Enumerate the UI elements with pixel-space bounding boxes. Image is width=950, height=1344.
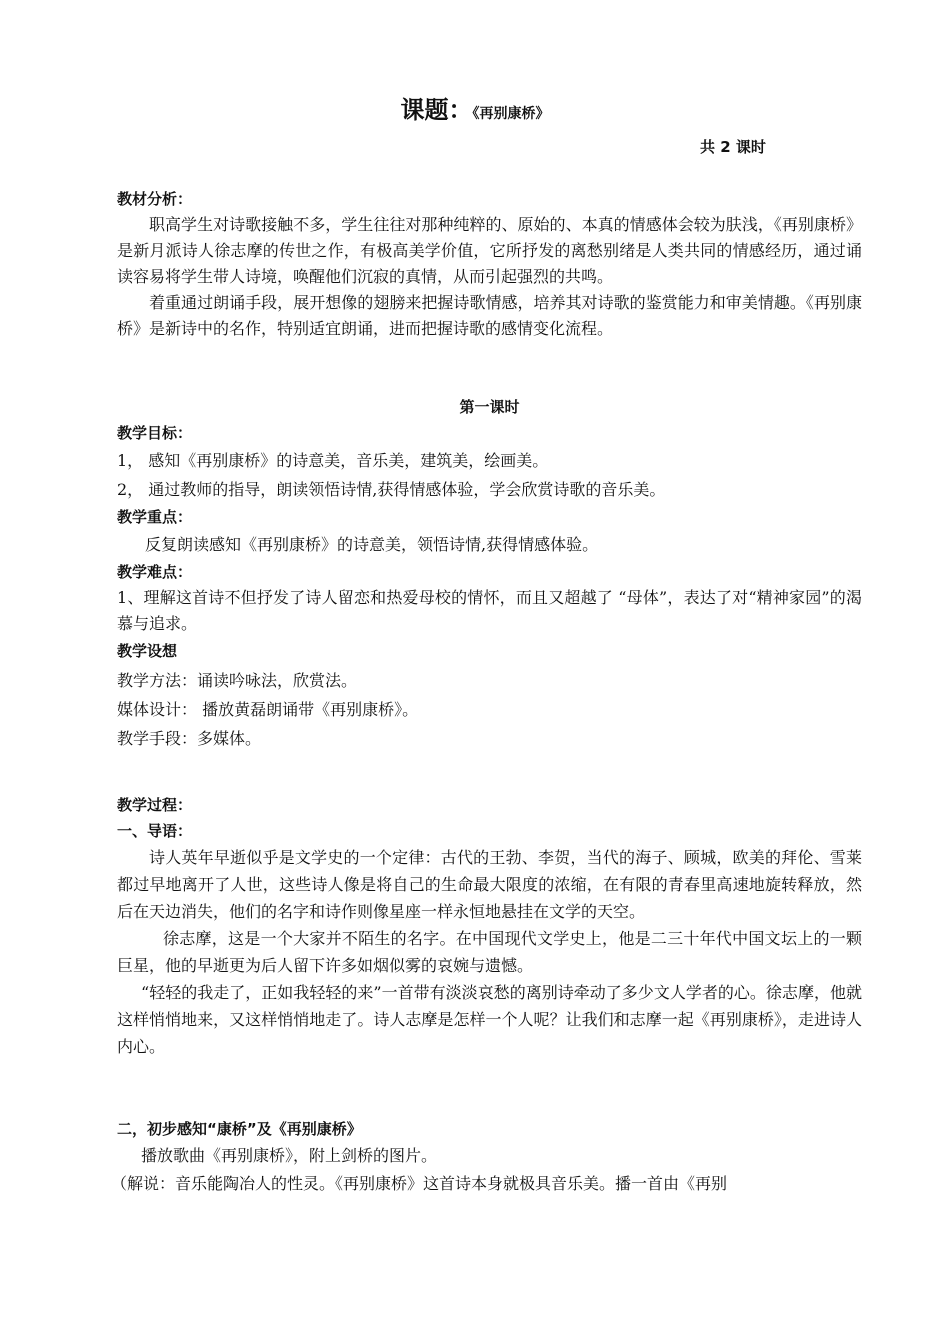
intro-paragraph-3: “轻轻的我走了，正如我轻轻的来”一首带有淡淡哀愁的离别诗牵动了多少文人学者的心。徐志摩，他就这样悄悄地来，又这样悄悄地走了。诗人志摩是怎样一个人呢？让我们和志摩一起《再别康桥》，走进诗人内心。 xyxy=(117,983,862,1056)
lesson1-heading: 第一课时 xyxy=(459,398,520,416)
title-label: 课题： xyxy=(400,96,473,124)
key-points-heading: 教学重点： xyxy=(117,508,193,526)
intro-heading: 一、导语： xyxy=(117,822,193,840)
teaching-method: 教学方法：诵读吟咏法，欣赏法。 xyxy=(117,671,358,690)
media-design: 媒体设计： 播放黄磊朗诵带《再别康桥》。 xyxy=(117,700,419,719)
goals-heading: 教学目标： xyxy=(117,424,193,442)
difficulties-text: 1、理解这首诗不但抒发了诗人留恋和热爱母校的情怀，而且又超越了 “母体”，表达了对“精神家园”的渴慕与追求。 xyxy=(117,588,862,633)
title-text: 《再别康桥》 xyxy=(472,106,550,122)
lesson-title xyxy=(0,90,950,125)
perception-heading: 二，初步感知“康桥”及《再别康桥》 xyxy=(117,1120,362,1138)
process-section xyxy=(117,792,862,1060)
perception-section xyxy=(111,1116,862,1198)
design-heading: 教学设想 xyxy=(117,642,178,660)
class-hours: 共 2 课时 xyxy=(700,138,766,156)
teaching-means: 教学手段：多媒体。 xyxy=(117,729,262,748)
intro-paragraph-1: 诗人英年早逝似乎是文学史的一个定律：古代的王勃、李贺，当代的海子、顾城，欧美的拜伦、雪莱都过早地离开了人世，这些诗人像是将自己的生命最大限度的浓缩，在有限的青春里高速地旋转释放，然后在天边消失，他们的名字和诗作则像星座一样永恒地悬挂在文学的天空。 xyxy=(117,848,862,921)
analysis-heading: 教材分析： xyxy=(117,190,193,208)
perception-paragraph-2: （解说：音乐能陶冶人的性灵。《再别康桥》这首诗本身就极具音乐美。播一首由《再别 xyxy=(111,1174,728,1193)
key-points-text: 反复朗读感知《再别康桥》的诗意美，领悟诗情,获得情感体验。 xyxy=(145,535,599,554)
analysis-paragraph-1: 职高学生对诗歌接触不多，学生往往对那种纯粹的、原始的、本真的情感体会较为肤浅，《再别康桥》是新月派诗人徐志摩的传世之作，有极高美学价值，它所抒发的离愁别绪是人类共同的情感经历，通过诵读容易将学生带人诗境，唤醒他们沉寂的真情，从而引起强烈的共鸣。 xyxy=(117,215,862,286)
analysis-section xyxy=(117,186,862,342)
lesson1-section xyxy=(117,394,862,753)
difficulties-heading: 教学难点： xyxy=(117,563,193,581)
perception-paragraph-1: 播放歌曲《再别康桥》，附上剑桥的图片。 xyxy=(141,1146,438,1165)
analysis-paragraph-2: 着重通过朗诵手段，展开想像的翅膀来把握诗歌情感，培养其对诗歌的鉴赏能力和审美情趣。《再别康桥》是新诗中的名作，特别适宜朗诵，进而把握诗歌的感情变化流程。 xyxy=(117,293,862,338)
goal-2: 2， 通过教师的指导，朗读领悟诗情,获得情感体验，学会欣赏诗歌的音乐美。 xyxy=(117,480,666,499)
intro-paragraph-2: 徐志摩，这是一个大家并不陌生的名字。在中国现代文学史上，他是二三十年代中国文坛上的一颗巨星，他的早逝更为后人留下许多如烟似雾的哀婉与遗憾。 xyxy=(117,929,862,975)
goal-1: 1， 感知《再别康桥》的诗意美，音乐美，建筑美，绘画美。 xyxy=(117,451,549,470)
process-heading: 教学过程： xyxy=(117,796,193,814)
